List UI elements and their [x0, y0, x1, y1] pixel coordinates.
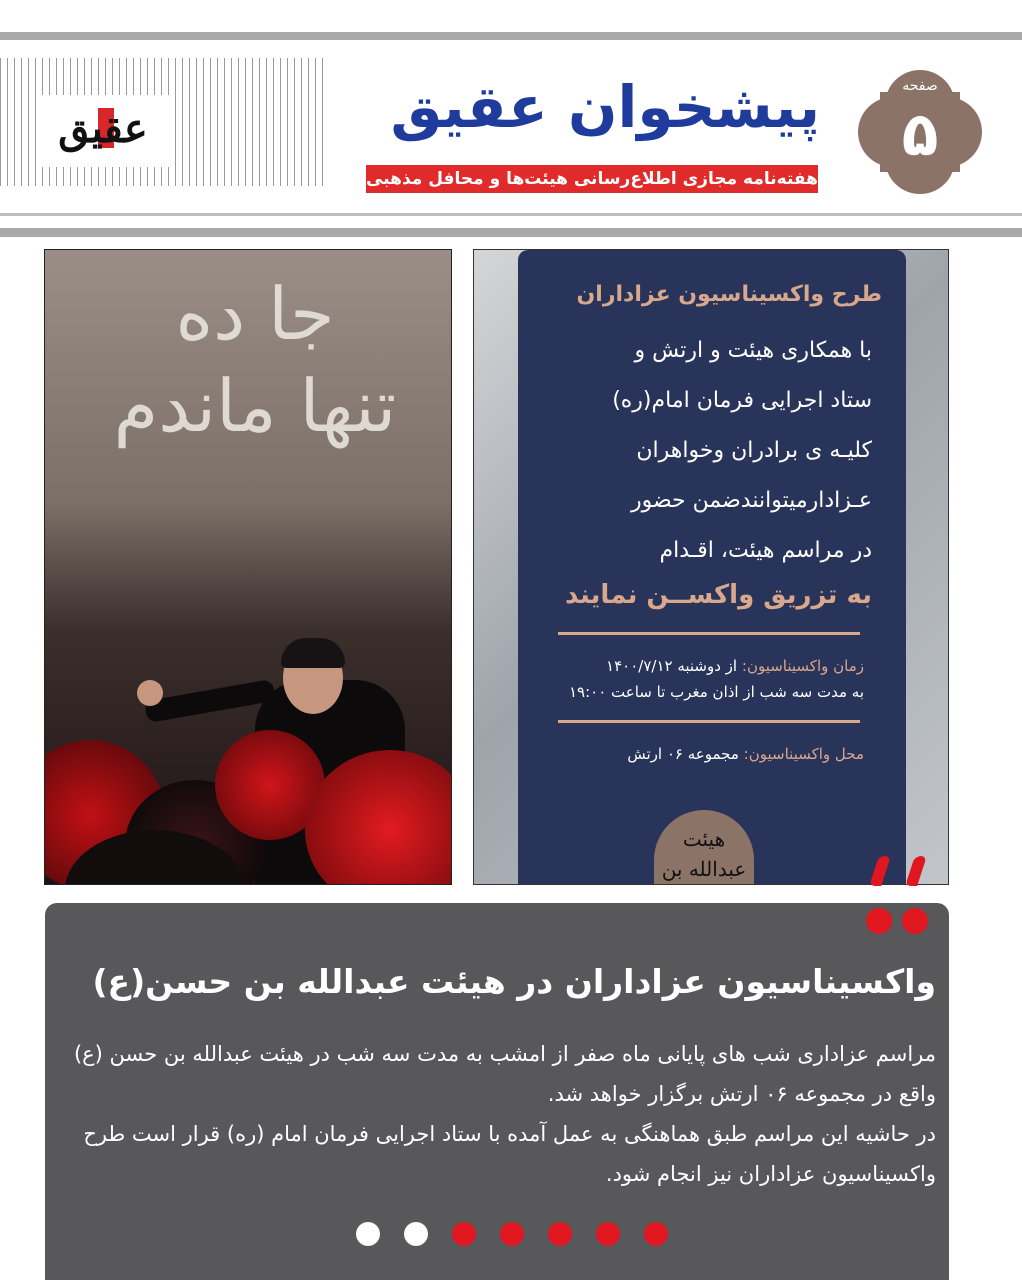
masthead-title: پیشخوان عقیق [390, 73, 820, 141]
poster-divider-1 [558, 632, 860, 635]
pagination-dot[interactable] [404, 1222, 428, 1246]
header-bottom-rule [0, 228, 1022, 237]
poster-line-3: کلیـه ی برادران وخواهران [636, 438, 872, 463]
wall-calligraphy: جا ده تنها ماندم [113, 272, 397, 448]
news-title: واکسیناسیون عزاداران در هیئت عبدالله بن حسن(ع) [92, 962, 936, 1001]
small-logo [48, 98, 158, 162]
poster-time [552, 654, 864, 678]
speaker-hand [137, 680, 163, 706]
poster-place-label: محل واکسیناسیون: [743, 745, 864, 763]
poster-time-detail: به مدت سه شب از اذان مغرب تا ساعت ۱۹:۰۰ [568, 683, 864, 701]
pagination-dot[interactable] [500, 1222, 524, 1246]
poster-place [552, 742, 864, 766]
pagination-dot[interactable] [644, 1222, 668, 1246]
pagination-dot[interactable] [356, 1222, 380, 1246]
poster-place-value: مجموعه ۰۶ ارتش [627, 745, 739, 763]
poster-signature: هیئت عبدالله بن [661, 827, 747, 881]
pagination-dot[interactable] [452, 1222, 476, 1246]
speaker-hair [281, 638, 345, 668]
news-paragraph-2: در حاشیه این مراسم طبق هماهنگی به عمل آمده با ستاد اجرایی فرمان امام (ره) قرار است طرح واکسیناسیون عزاداران نیز انجام شود. [83, 1122, 936, 1186]
poster-line-2: ستاد اجرایی فرمان امام(ره) [612, 388, 872, 413]
quote-mark-icon [862, 856, 936, 938]
poster-line-5: در مراسم هیئت، اقـدام [659, 538, 872, 563]
poster-line-4: عـزادارمیتوانندضمن حضور [630, 488, 872, 513]
news-paragraph-1: مراسم عزاداری شب های پایانی ماه صفر از امشب به مدت سه شب در هیئت عبدالله بن حسن (ع) واقع در مجموعه ۰۶ ارتش برگزار خواهد شد. [73, 1042, 936, 1106]
pagination-dot[interactable] [596, 1222, 620, 1246]
slide-pagination [352, 1222, 672, 1250]
vaccination-poster [473, 249, 949, 885]
poster-heading: طرح واکسیناسیون عزاداران [576, 282, 882, 307]
poster-line-1: با همکاری هیئت و ارتش و [634, 338, 872, 363]
crowd-silhouettes [45, 770, 452, 885]
header-top-rule [0, 32, 1022, 40]
mourning-ceremony-photo [44, 249, 452, 885]
poster-time-label: زمان واکسیناسیون: [741, 657, 864, 675]
page-number-badge [858, 70, 982, 194]
poster-divider-2 [558, 720, 860, 723]
pagination-dot[interactable] [548, 1222, 572, 1246]
page-label: صفحه [902, 78, 938, 94]
poster-time-value: از دوشنبه ۱۴۰۰/۷/۱۲ [606, 657, 738, 675]
masthead-subtitle: هفته‌نامه مجازی اطلاع‌رسانی هیئت‌ها و محافل مذهبی [366, 165, 818, 193]
news-body [60, 1034, 936, 1194]
poster-accent-line: به تزریق واکســن نمایند [565, 580, 872, 610]
small-logo-text: عقیق [58, 105, 148, 152]
page-number: ۵ [901, 100, 939, 170]
header-middle-rule [0, 213, 1022, 216]
